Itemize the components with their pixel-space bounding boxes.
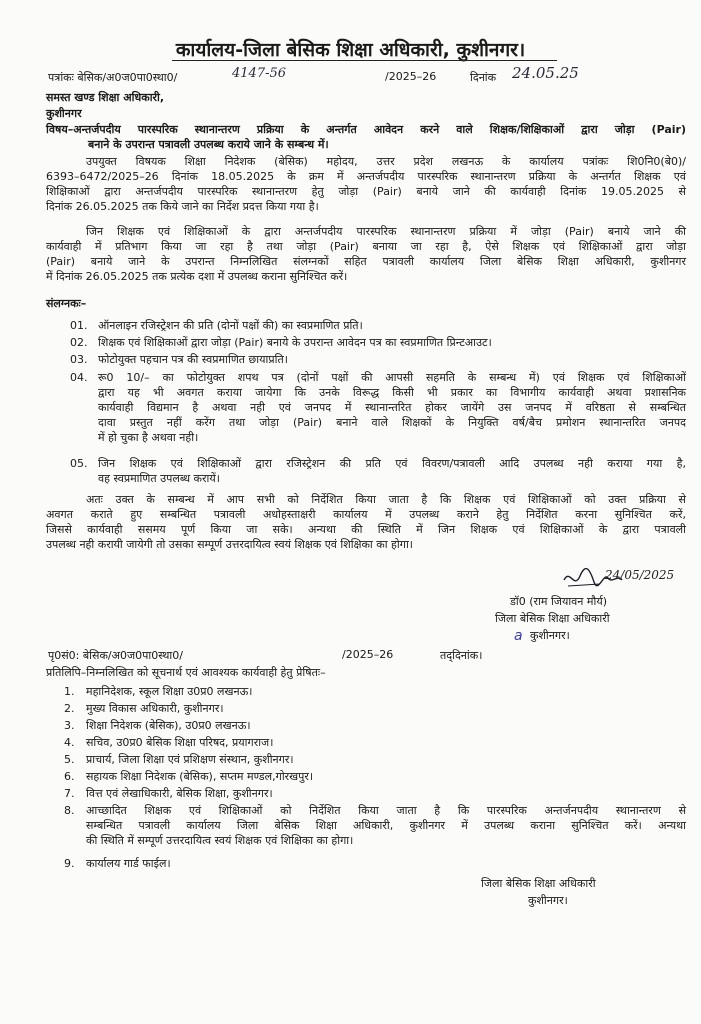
date-handwritten: 24.05.25 <box>512 64 579 82</box>
subject-line: विषय–अन्तर्जपदीय पारस्परिक स्थानान्तरण प्रक्रिया के अन्तर्गत आवेदन करने वाले शिक्षक/शिक्षिकाओं द्वारा जोड़ा (Pair) <box>46 123 686 136</box>
paragraph-line: कार्यवाही में प्रतिभाग किया जा रहा है तथा जोड़ा (Pair) बनाया जा रहा है, ऐसे शिक्षक एवं शिक्षिकाओं द्वारा जोड़ा <box>46 240 686 253</box>
footer-designation: जिला बेसिक शिक्षा अधिकारी <box>481 877 596 890</box>
paragraph-line: उपलब्ध नही करायी जायेगी तो उसका सम्पूर्ण उत्तरदायित्व स्वयं शिक्षक एवं शिक्षिका का होगा। <box>46 538 413 551</box>
copy-text: वित्त एवं लेखाधिकारी, बेसिक शिक्षा, कुशीनगर। <box>86 787 273 800</box>
copy-text: प्राचार्य, जिला शिक्षा एवं प्रशिक्षण संस्थान, कुशीनगर। <box>86 753 294 766</box>
paragraph-line: अतः उक्त के सम्बन्ध में आप सभी को निर्देशित किया जाता है कि शिक्षक एवं शिक्षिकाओं को उक्त प्रक्रिया से <box>86 493 686 506</box>
signatory-designation: जिला बेसिक शिक्षा अधिकारी <box>495 612 610 625</box>
enclosure-number: 05. <box>70 457 88 470</box>
paragraph-1 <box>46 154 686 214</box>
subject <box>46 122 686 152</box>
copy-text: कार्यालय गार्ड फाईल। <box>86 857 171 870</box>
enclosures-label: संलग्नकः– <box>46 297 87 310</box>
enclosure-number: 02. <box>70 336 88 349</box>
paragraph-line: (Pair) बनाये जाने के उपरान्त निम्नलिखित संलग्नकों सहित पत्रावली कार्यालय जिला बेसिक शिक्षा अधिकारी, कुशीनगर <box>46 255 686 268</box>
copy-ref-date: तद्‌दिनांक। <box>440 649 483 662</box>
paragraph-line: उपयुक्त विषयक शिक्षा निदेशक (बेसिक) महोदय, उत्तर प्रदेश लखनऊ के कार्यालय पत्रांकः शि0नि0(बे0)/ <box>86 155 686 168</box>
paragraph-line: अवगत कराते हुए सम्बन्धित पत्रावली अधोहस्ताक्षरी कार्यालय में उपलब्ध कराने हेतु निर्देशित करना सुनिश्चित करें, <box>46 508 686 521</box>
signature-date-handwritten: 24/05/2025 <box>605 568 675 582</box>
enclosure-line: कार्यवाही विद्यमान है अथवा नही एवं जनपद में स्थानान्तरित होकर जायेंगे उस जनपद में वरिष्ठता से सम्बन्धित <box>98 401 686 414</box>
copy-ref-year: /2025–26 <box>342 648 394 661</box>
copy-text: शिक्षा निदेशक (बेसिक), उ0प्र0 लखनऊ। <box>86 719 251 732</box>
copy-number: 6. <box>64 770 75 783</box>
enclosure-line: जिन शिक्षक एवं शिक्षिकाओं द्वारा रजिस्ट्रेशन की प्रति एवं विवरण/पत्रावली आदि उपलब्ध नही कराया गया है, <box>98 457 686 470</box>
footer-place: कुशीनगर। <box>528 894 568 907</box>
enclosure-number: 01. <box>70 319 88 332</box>
initial-mark-icon: a <box>514 628 523 644</box>
copy-text: मुख्य विकास अधिकारी, कुशीनगर। <box>86 702 224 715</box>
paragraph-line: में दिनांक 26.05.2025 तक प्रत्येक दशा में उपलब्ध कराना सुनिश्चित करें। <box>46 270 348 283</box>
signatory-name: डॉ0 (राम जियावन मौर्य) <box>510 595 607 608</box>
paragraph-3 <box>46 492 686 552</box>
copy-ref-prefix: पृ0सं0: बेसिक/अ0ज0पा0स्था0/ <box>48 649 183 662</box>
copy-number: 8. <box>64 804 75 817</box>
enclosure-line: द्वारा यह भी अवगत कराया जायेगा कि उनके विरूद्ध किसी भी प्रकार का विभागीय कार्यवाही अथवा प्रशासनिक <box>98 386 686 399</box>
copy-number: 3. <box>64 719 75 732</box>
enclosure-line: ऑनलाइन रजिस्ट्रेशन की प्रति (दोनों पक्षों की) का स्वप्रमाणित प्रति। <box>98 319 363 332</box>
copy-number: 4. <box>64 736 75 749</box>
paragraph-line: दिनांक 26.05.2025 तक किये जाने का निर्देश प्रदत्त किया गया है। <box>46 200 319 213</box>
paragraph-2 <box>46 224 686 284</box>
copy-intro: प्रतिलिपि–निम्नलिखित को सूचनार्थ एवं आवश्यक कार्यवाही हेतु प्रेषितः– <box>46 666 326 679</box>
enclosure-number: 04. <box>70 371 88 384</box>
paragraph-line: 6393–6472/2025–26 दिनांक 18.05.2025 के क्रम में अन्तर्जपदीय पारस्परिक स्थानान्तरण प्रक्रिया के अन्तर्गत शिक्षक एवं <box>46 170 686 183</box>
enclosure-line: फोटोयुक्त पहचान पत्र की स्वप्रमाणित छायाप्रति। <box>98 353 288 366</box>
ref-year: /2025–26 <box>385 70 437 83</box>
copy-number: 5. <box>64 753 75 766</box>
enclosure-line: दावा प्रस्तुत नहीं करेंग तथा जोड़ा (Pair) बनाने वाले शिक्षकों के नियुक्ति वर्ष/बैच प्रमोशन स्थानान्तरित जनपद <box>98 416 686 429</box>
signatory-place: कुशीनगर। <box>530 629 570 642</box>
enclosure-line: रू0 10/– का फोटोयुक्त शपथ पत्र (दोनों पक्षों की आपसी सहमति के सम्बन्ध में) एवं शिक्षक एवं शिक्षिकाओं <box>98 371 686 384</box>
copy-number: 1. <box>64 685 75 698</box>
paragraph-line: जिन शिक्षक एवं शिक्षिकाओं के द्वारा अन्तर्जपदीय पारस्परिक स्थानान्तरण प्रक्रिया में जोड़ा (Pair) बनाये जाने की <box>86 225 686 238</box>
copy-text: सहायक शिक्षा निदेशक (बेसिक), सप्तम मण्डल,गोरखपुर। <box>86 770 314 783</box>
enclosure-line: शिक्षक एवं शिक्षिकाओं द्वारा जोड़ा (Pair) बनाये के उपरान्त आवेदन पत्र का स्वप्रमाणित प्रिन्टआउट। <box>98 336 492 349</box>
addressee-line-1: समस्त खण्ड शिक्षा अधिकारी, <box>46 91 165 104</box>
office-title: कार्यालय-जिला बेसिक शिक्षा अधिकारी, कुशीनगर। <box>175 39 526 61</box>
ref-prefix: पत्रांकः बेसिक/अ0ज0पा0स्था0/ <box>48 71 178 84</box>
subject-line: बनाने के उपरान्त पत्रावली उपलब्ध कराये जाने के सम्बन्ध में। <box>88 138 329 151</box>
enclosure-line: में हो चुका है अथवा नही। <box>98 431 199 444</box>
date-label: दिनांक <box>470 71 497 84</box>
copy-line: की स्थिति में सम्पूर्ण उत्तरदायित्व स्वयं शिक्षक एवं शिक्षिका का होगा। <box>86 834 354 847</box>
copy-number: 9. <box>64 857 75 870</box>
paragraph-line: जिससे कार्यवाही ससमय पूर्ण किया जा सके। अन्यथा की स्थिति में जिन शिक्षक एवं शिक्षिकाओं के द्वारा पत्रावली <box>46 523 686 536</box>
copy-line: सम्बन्धित पत्रावली कार्यालय जिला बेसिक शिक्षा अधिकारी, कुशीनगर में उपलब्ध कराना सुनिश्चित करें। अन्यथा <box>86 819 686 832</box>
copy-number: 2. <box>64 702 75 715</box>
enclosure-line: वह स्वप्रमाणित उपलब्ध करायें। <box>98 472 220 485</box>
addressee-line-2: कुशीनगर <box>46 107 82 120</box>
copy-number: 7. <box>64 787 75 800</box>
title-underline <box>172 60 557 61</box>
copy-text: महानिदेशक, स्कूल शिक्षा उ0प्र0 लखनऊ। <box>86 685 253 698</box>
copy-text: सचिव, उ0प्र0 बेसिक शिक्षा परिषद, प्रयागराज। <box>86 736 274 749</box>
paragraph-line: शिक्षिकाओं द्वारा अन्तर्जपदीय पारस्परिक स्थानान्तरण हेतु जोड़ा (Pair) बनाये जाने की कार्यवाही दिनांक 19.05.2025 से <box>46 185 686 198</box>
copy-line: आच्छादित शिक्षक एवं शिक्षिकाओं को निर्देशित किया जाता है कि पारस्परिक अन्तर्जनपदीय स्थानान्तरण से <box>86 804 686 817</box>
enclosure-number: 03. <box>70 353 88 366</box>
ref-number-handwritten: 4147-56 <box>232 66 287 81</box>
